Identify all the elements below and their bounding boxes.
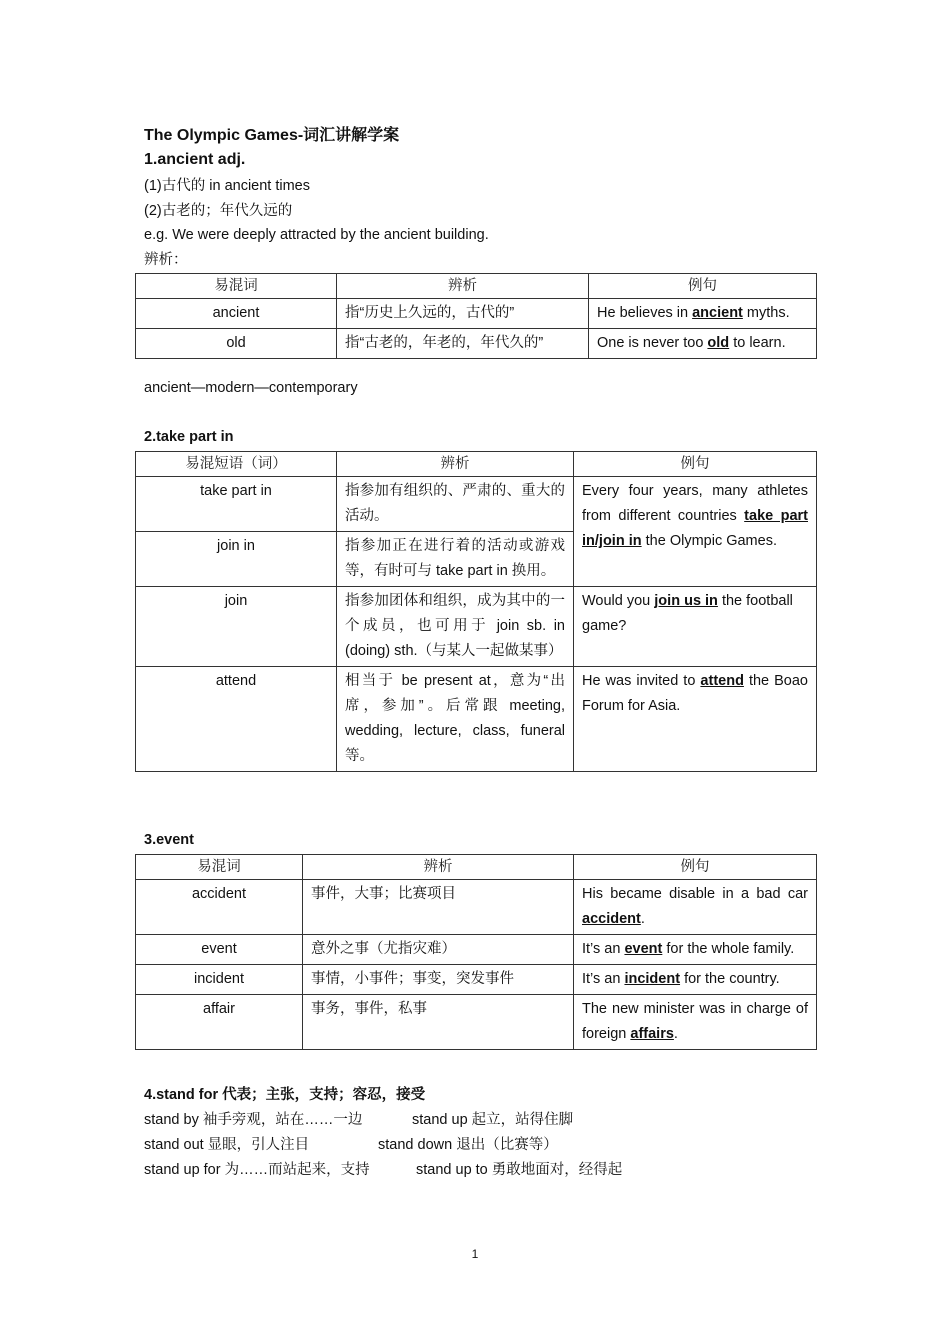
meaning-cell: 指参加正在进行着的活动或游戏等，有时可与 take part in 换用。 xyxy=(337,532,574,587)
meaning-1: (1)古代的 in ancient times xyxy=(144,178,310,194)
word-cell: take part in xyxy=(136,477,337,532)
section-1-heading: 1.ancient adj. xyxy=(144,151,246,168)
header-cell: 例句 xyxy=(574,452,817,477)
word-cell: attend xyxy=(136,667,337,772)
table-header-row xyxy=(136,274,817,299)
key-word: event xyxy=(624,941,663,957)
meaning-cell: 事件，大事；比赛项目 xyxy=(303,880,574,935)
antonym-note: ancient—modern—contemporary xyxy=(144,380,358,396)
section-2-heading: 2.take part in xyxy=(144,429,234,445)
key-word: attend xyxy=(700,673,744,689)
phrase-stand-up-for: stand up for 为……而站起来，支持 xyxy=(144,1162,370,1178)
table-row xyxy=(136,477,817,532)
table-row xyxy=(136,299,817,329)
example-cell: He was invited to attend the Boao Forum for Asia. xyxy=(574,667,817,772)
header-cell: 辨析 xyxy=(337,452,574,477)
word-cell: event xyxy=(136,935,303,965)
example-cell: One is never too old to learn. xyxy=(589,329,817,359)
meaning-cell: 指“历史上久远的，古代的” xyxy=(337,299,589,329)
document-title: The Olympic Games-词汇讲解学案 xyxy=(144,127,400,144)
word-cell: join xyxy=(136,587,337,667)
example-cell: It’s an incident for the country. xyxy=(574,965,817,995)
example-cell: Every four years, many athletes from different countries take part in/join in the Olympic Games. xyxy=(574,477,817,587)
phrase-stand-up-to: stand up to 勇敢地面对，经得起 xyxy=(416,1162,623,1178)
word-cell: incident xyxy=(136,965,303,995)
header-cell: 辨析 xyxy=(303,855,574,880)
table-row xyxy=(136,667,817,772)
key-word: incident xyxy=(624,971,681,987)
take-part-in-table xyxy=(135,451,817,772)
key-word: ancient xyxy=(692,305,743,321)
meaning-cell: 事情，小事件；事变，突发事件 xyxy=(303,965,574,995)
table-row xyxy=(136,965,817,995)
meaning-cell: 意外之事（尤指灾难） xyxy=(303,935,574,965)
meaning-cell: 相当于 be present at，意为“出席，参加”。后常跟 meeting, wedding, lecture, class, funeral 等。 xyxy=(337,667,574,772)
word-cell: old xyxy=(136,329,337,359)
example-cell: Would you join us in the football game? xyxy=(574,587,817,667)
example-cell: It’s an event for the whole family. xyxy=(574,935,817,965)
key-phrase: take part in/join in xyxy=(582,508,808,549)
meaning-cell: 事务，事件，私事 xyxy=(303,995,574,1050)
page-number: 1 xyxy=(471,1247,479,1261)
key-word: affairs xyxy=(630,1026,674,1042)
table-row xyxy=(136,587,817,667)
phrase-stand-out: stand out 显眼，引人注目 xyxy=(144,1137,310,1153)
example-cell: He believes in ancient myths. xyxy=(589,299,817,329)
analysis-label: 辨析： xyxy=(144,252,188,268)
phrase-stand-by: stand by 袖手旁观，站在……一边 xyxy=(144,1112,363,1128)
key-word: old xyxy=(707,335,730,351)
section-4-heading: 4.stand for 代表；主张，支持；容忍，接受 xyxy=(144,1087,426,1103)
phrase-stand-down: stand down 退出（比赛等） xyxy=(378,1137,558,1153)
meaning-cell: 指参加有组织的、严肃的、重大的活动。 xyxy=(337,477,574,532)
key-phrase: join us in xyxy=(654,593,718,609)
word-cell: join in xyxy=(136,532,337,587)
table-header-row xyxy=(136,452,817,477)
table-row xyxy=(136,995,817,1050)
section-3-heading: 3.event xyxy=(144,832,194,848)
meaning-cell: 指“古老的，年老的，年代久的” xyxy=(337,329,589,359)
word-cell: affair xyxy=(136,995,303,1050)
meaning-cell: 指参加团体和组织，成为其中的一个成员，也可用于 join sb. in (doing) sth.（与某人一起做某事） xyxy=(337,587,574,667)
example-cell: The new minister was in charge of foreign affairs. xyxy=(574,995,817,1050)
word-cell: ancient xyxy=(136,299,337,329)
table-row xyxy=(136,329,817,359)
event-table xyxy=(135,854,817,1050)
header-cell: 易混词 xyxy=(136,274,337,299)
header-cell: 辨析 xyxy=(337,274,589,299)
header-cell: 例句 xyxy=(589,274,817,299)
example-sentence: e.g. We were deeply attracted by the ancient building. xyxy=(144,227,489,243)
header-cell: 易混词 xyxy=(136,855,303,880)
header-cell: 易混短语（词） xyxy=(136,452,337,477)
phrase-stand-up: stand up 起立，站得住脚 xyxy=(412,1112,574,1128)
example-cell: His became disable in a bad car accident. xyxy=(574,880,817,935)
key-word: accident xyxy=(582,911,641,927)
header-cell: 例句 xyxy=(574,855,817,880)
table-row xyxy=(136,880,817,935)
meaning-2: (2)古老的；年代久远的 xyxy=(144,203,293,219)
table-header-row xyxy=(136,855,817,880)
table-row xyxy=(136,935,817,965)
ancient-table xyxy=(135,273,817,359)
word-cell: accident xyxy=(136,880,303,935)
